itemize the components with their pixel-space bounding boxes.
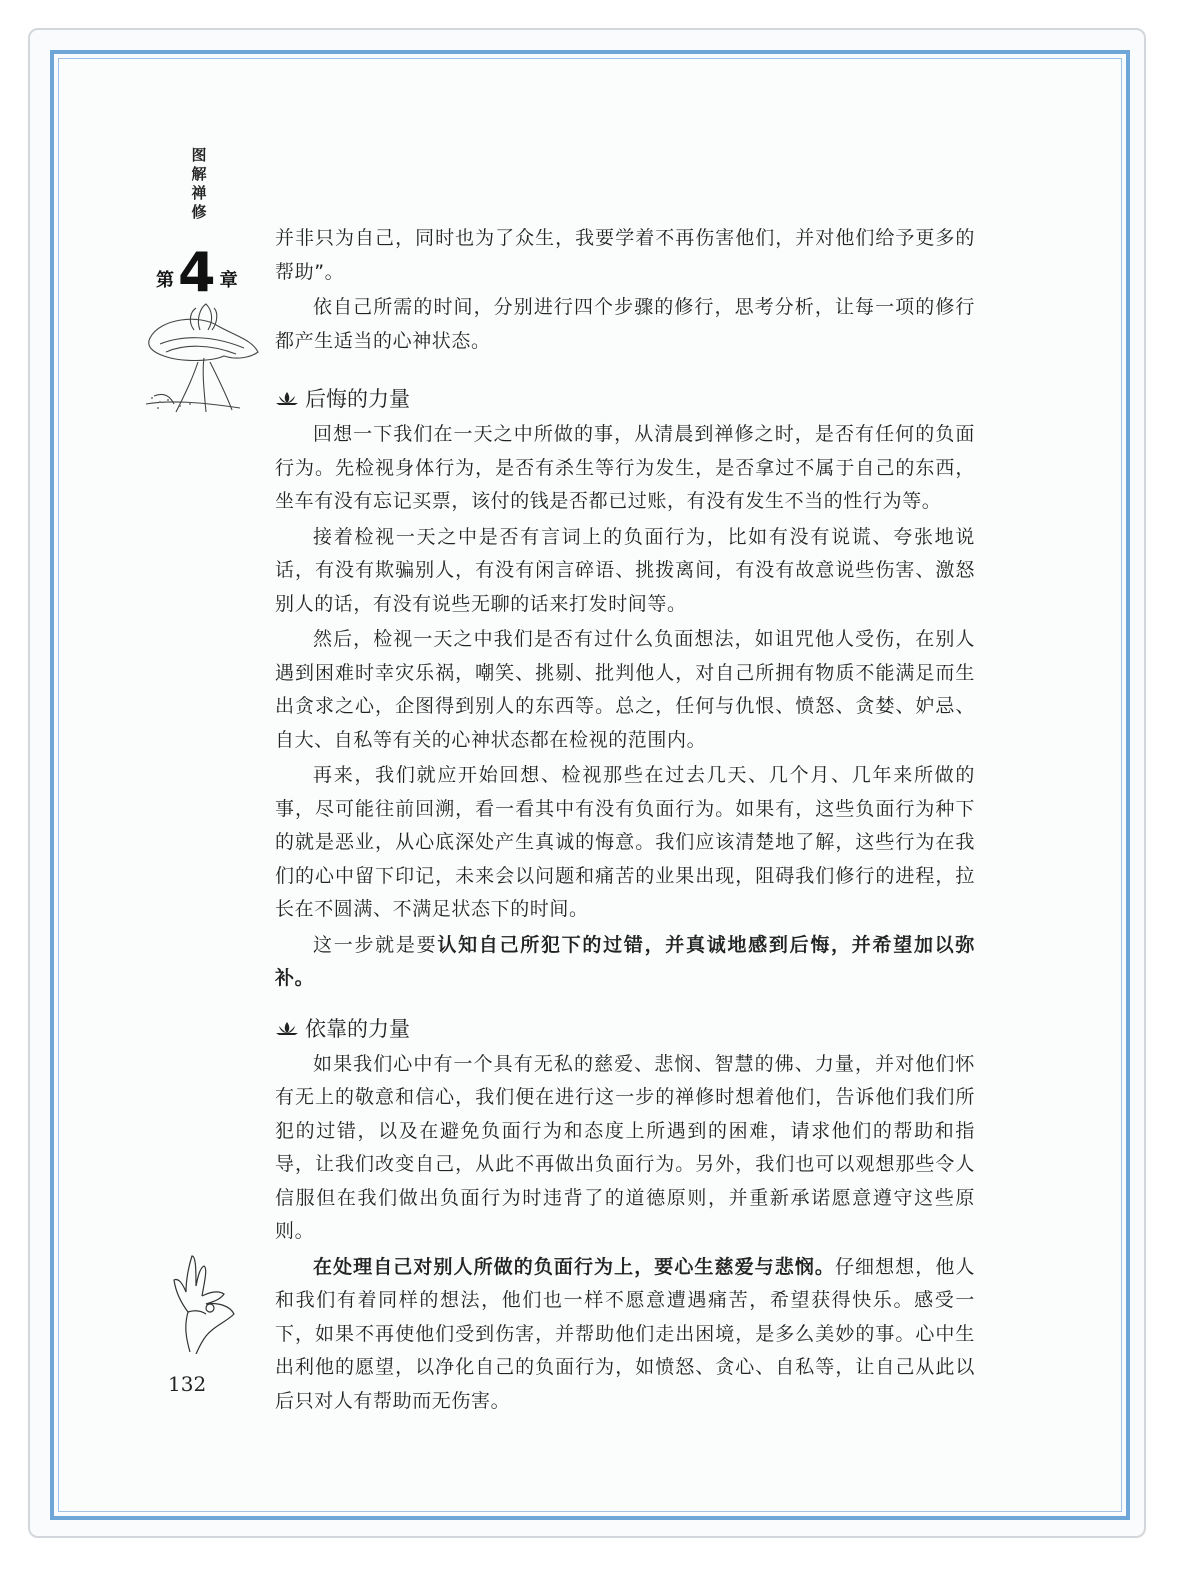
body-paragraph: 然后，检视一天之中我们是否有过什么负面想法，如诅咒他人受伤，在别人遇到困难时幸灾乐祸，嘲笑、挑剔、批判他人，对自己所拥有物质不能满足而生出贪求之心，企图得到别人的东西等。总之，任何与仇恨、愤怒、贪婪、妒忌、自大、自私等有关的心神状态都在检视的范围内。 bbox=[275, 628, 975, 751]
section-title: 后悔的力量 bbox=[305, 387, 410, 411]
body-paragraph bbox=[275, 929, 975, 996]
emphasis-text: 在处理自己对别人所做的负面行为上，要心生慈爱与悲悯。 bbox=[313, 1255, 835, 1278]
intro-paragraph: 依自己所需的时间，分别进行四个步骤的修行，思考分析，让每一项的修行都产生适当的心神状态。 bbox=[275, 296, 975, 352]
paragraph-lead: 这一步就是要 bbox=[313, 933, 438, 956]
section-heading bbox=[275, 1010, 975, 1046]
book-title-char: 解 bbox=[191, 165, 207, 183]
page-number: 132 bbox=[168, 1372, 207, 1396]
chapter-suffix: 章 bbox=[219, 270, 238, 291]
body-paragraph bbox=[275, 1251, 975, 1419]
book-title-char: 修 bbox=[191, 203, 207, 221]
section-heading bbox=[275, 380, 975, 416]
book-title-char: 图 bbox=[191, 146, 207, 164]
chapter-prefix: 第 bbox=[156, 270, 174, 291]
chapter-label bbox=[156, 240, 238, 304]
lotus-icon bbox=[275, 390, 299, 406]
page-body bbox=[275, 222, 975, 1418]
emphasis-text: 认知自己所犯下的过错，并真诚地感到后悔，并希望加以弥补。 bbox=[275, 933, 975, 989]
book-title-vertical bbox=[188, 146, 210, 222]
chapter-number: 4 bbox=[178, 241, 216, 304]
lotus-plant-illustration bbox=[140, 300, 266, 418]
lotus-icon bbox=[275, 1020, 299, 1036]
body-paragraph: 如果我们心中有一个具有无私的慈爱、悲悯、智慧的佛、力量，并对他们怀有无上的敬意和信心，我们便在进行这一步的禅修时想着他们，告诉他们我们所犯的过错，以及在避免负面行为和态度上所遇到的困难，请求他们的帮助和指导，让我们改变自己，从此不再做出负面行为。另外，我们也可以观想那些令人信服但在我们做出负面行为时违背了的道德原则，并重新承诺愿意遵守这些原则。 bbox=[275, 1052, 975, 1242]
body-paragraph: 再来，我们就应开始回想、检视那些在过去几天、几个月、几年来所做的事，尽可能往前回溯，看一看其中有没有负面行为。如果有，这些负面行为种下的就是恶业，从心底深处产生真诚的悔意。我们应该清楚地了解，这些行为在我们的心中留下印记，未来会以问题和痛苦的业果出现，阻碍我们修行的进程，拉长在不圆满、不满足状态下的时间。 bbox=[275, 764, 975, 920]
body-paragraph: 回想一下我们在一天之中所做的事，从清晨到禅修之时，是否有任何的负面行为。先检视身体行为，是否有杀生等行为发生，是否拿过不属于自己的东西，坐车有没有忘记买票，该付的钱是否都已过账，有没有发生不当的性行为等。 bbox=[275, 423, 975, 512]
intro-paragraph: 并非只为自己，同时也为了众生，我要学着不再伤害他们，并对他们给予更多的帮助”。 bbox=[275, 227, 975, 283]
paragraph-rest: 仔细想想，他人和我们有着同样的想法，他们也一样不愿意遭遇痛苦，希望获得快乐。感受一下，如果不再使他们受到伤害，并帮助他们走出困境，是多么美妙的事。心中生出利他的愿望，以净化自己的负面行为，如愤怒、贪心、自私等，让自己从此以后只对人有帮助而无伤害。 bbox=[275, 1255, 976, 1412]
section-title: 依靠的力量 bbox=[305, 1016, 410, 1041]
body-paragraph: 接着检视一天之中是否有言词上的负面行为，比如有没有说谎、夸张地说话，有没有欺骗别人，有没有闲言碎语、挑拨离间，有没有故意说些伤害、激怒别人的话，有没有说些无聊的话来打发时间等。 bbox=[275, 525, 975, 615]
mudra-hand-illustration bbox=[166, 1252, 238, 1354]
book-title-char: 禅 bbox=[191, 184, 207, 202]
